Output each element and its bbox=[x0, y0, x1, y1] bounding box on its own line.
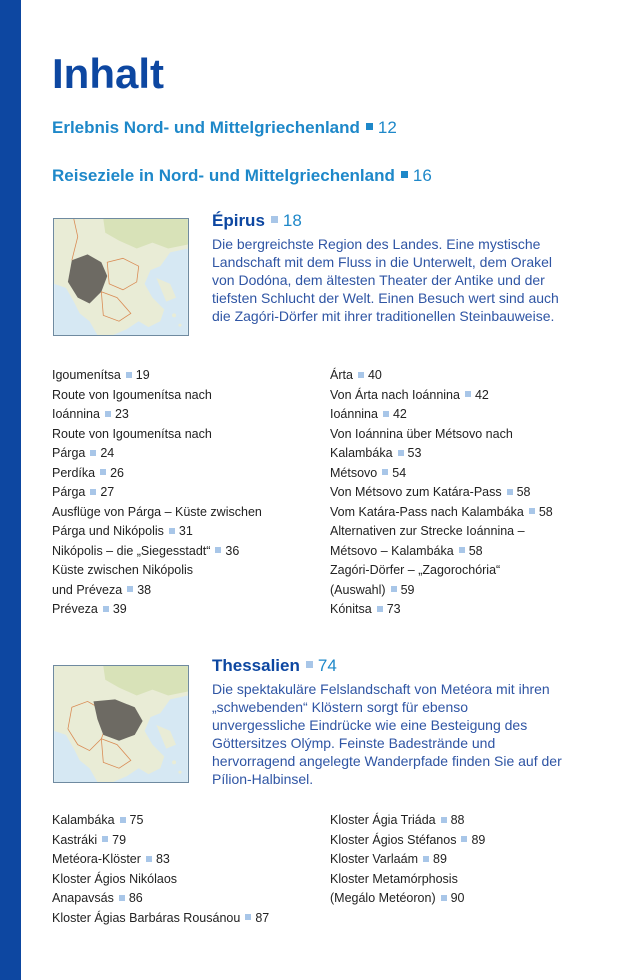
bullet-square-icon bbox=[126, 372, 132, 378]
index-entry[interactable] bbox=[330, 889, 600, 909]
index-entry-label: Párga bbox=[52, 446, 86, 460]
index-entry-label: Kalambáka bbox=[52, 813, 115, 827]
index-entry[interactable] bbox=[330, 542, 600, 562]
bullet-square-icon bbox=[127, 586, 133, 592]
thessalien-entries-right bbox=[330, 811, 600, 909]
bullet-square-icon bbox=[401, 171, 408, 178]
index-entry[interactable] bbox=[52, 386, 322, 406]
index-entry-label: Párga bbox=[52, 485, 86, 499]
index-entry-page: 40 bbox=[367, 368, 382, 382]
region-description-thessalien: Die spektakuläre Felslandschaft von Metéora mit ihren „schwebenden“ Klöstern sorgt für ebenso unvergessliche Eindrücke wie eine Besteigung des Göttersitzes Olýmp. Feinste Badestrände und hervorragend angelegte Wanderpfade finden Sie auf der Pílion-Halbinsel. bbox=[212, 681, 562, 787]
bullet-square-icon bbox=[391, 586, 397, 592]
index-entry[interactable] bbox=[330, 405, 600, 425]
index-entry[interactable] bbox=[52, 850, 322, 870]
index-entry-label: Kastráki bbox=[52, 832, 98, 847]
index-entry-label: Igoumenítsa bbox=[52, 368, 121, 382]
bullet-square-icon bbox=[382, 469, 388, 475]
bullet-square-icon bbox=[459, 547, 465, 553]
index-entry-label: Ausflüge von Párga – Küste zwischen bbox=[52, 504, 262, 519]
index-entry-label: Von Métsovo zum Katára-Pass bbox=[330, 485, 502, 499]
index-entry[interactable] bbox=[330, 600, 600, 620]
index-entry-label: Von Ioánnina über Métsovo nach bbox=[330, 426, 513, 441]
index-entry[interactable] bbox=[52, 366, 322, 386]
index-entry-label: Métsovo bbox=[330, 465, 378, 480]
index-entry[interactable] bbox=[52, 581, 322, 601]
index-entry-page: 39 bbox=[112, 602, 127, 616]
index-entry[interactable] bbox=[330, 561, 600, 581]
index-entry-label: Kloster Ágias Barbáras Rousánou bbox=[52, 910, 241, 925]
index-entry-label: Route von Igoumenítsa nach bbox=[52, 426, 212, 441]
bullet-square-icon bbox=[103, 606, 109, 612]
region-title-epirus[interactable] bbox=[212, 210, 302, 232]
thessalien-map-image bbox=[54, 666, 188, 782]
epirus-entries-right bbox=[330, 366, 600, 620]
bullet-square-icon bbox=[366, 123, 373, 130]
index-entry-label: Ioánnina bbox=[52, 407, 100, 421]
index-entry-label: Vom Katára-Pass nach Kalambáka bbox=[330, 504, 524, 519]
bullet-square-icon bbox=[383, 411, 389, 417]
index-entry[interactable] bbox=[330, 581, 600, 601]
index-entry[interactable] bbox=[52, 831, 322, 851]
index-entry-page: 87 bbox=[255, 910, 270, 925]
index-entry[interactable] bbox=[52, 483, 322, 503]
index-entry[interactable] bbox=[52, 503, 322, 523]
index-entry[interactable] bbox=[330, 386, 600, 406]
index-entry-label: Kalambáka bbox=[330, 446, 393, 460]
index-entry-label: Kloster Varlaám bbox=[330, 852, 418, 866]
index-entry-page: 27 bbox=[100, 485, 115, 499]
index-entry[interactable] bbox=[330, 503, 600, 523]
epirus-locator-map bbox=[53, 218, 189, 336]
index-entry-label: Kloster Ágios Nikólaos bbox=[52, 871, 178, 886]
index-entry-page: 26 bbox=[110, 465, 124, 480]
index-entry-page: 89 bbox=[471, 832, 486, 847]
bullet-square-icon bbox=[507, 489, 513, 495]
chapter-entry-erlebnis[interactable] bbox=[52, 117, 397, 139]
index-entry[interactable] bbox=[52, 561, 322, 581]
bullet-square-icon bbox=[306, 661, 313, 668]
index-entry-page: 58 bbox=[468, 543, 483, 558]
index-entry-page: 42 bbox=[392, 407, 407, 421]
index-entry[interactable] bbox=[330, 483, 600, 503]
index-entry-label: und Préveza bbox=[52, 582, 123, 597]
index-entry[interactable] bbox=[52, 405, 322, 425]
index-entry-label: Metéora-Klöster bbox=[52, 852, 141, 866]
region-description-epirus: Die bergreichste Region des Landes. Eine mystische Landschaft mit dem Fluss in die Unterwelt, dem Orakel von Dodóna, dem ältesten Theater der Antike und der tiefsten Schlucht der Welt. Einen Besuch wert sind auch die Zagóri-Dörfer mit ihrer traditionellen Steinbauweise. bbox=[212, 236, 559, 324]
bullet-square-icon bbox=[100, 469, 106, 475]
chapter-entry-reiseziele[interactable] bbox=[52, 165, 432, 187]
thessalien-entries-left bbox=[52, 811, 322, 928]
index-entry-page: 89 bbox=[433, 852, 447, 866]
index-entry[interactable] bbox=[52, 870, 322, 890]
chapter-label: Reiseziele in Nord- und Mittelgriechenland bbox=[52, 166, 395, 185]
bullet-square-icon bbox=[120, 817, 126, 823]
index-entry[interactable] bbox=[52, 600, 322, 620]
index-entry-page: 31 bbox=[178, 524, 193, 538]
index-entry-label: Nikópolis – die „Siegesstadt“ bbox=[52, 543, 211, 558]
bullet-square-icon bbox=[271, 216, 278, 223]
index-entry-page: 79 bbox=[112, 832, 127, 847]
region-page-number: 18 bbox=[282, 211, 302, 230]
bullet-square-icon bbox=[529, 508, 535, 514]
bullet-square-icon bbox=[90, 450, 96, 456]
index-entry[interactable] bbox=[52, 425, 322, 445]
index-entry-label: (Auswahl) bbox=[330, 582, 386, 597]
index-entry-page: 42 bbox=[474, 387, 489, 402]
index-entry-label: Métsovo – Kalambáka bbox=[330, 543, 454, 558]
region-name: Épirus bbox=[212, 211, 265, 230]
index-entry[interactable] bbox=[52, 811, 322, 831]
index-entry-page: 83 bbox=[155, 852, 170, 866]
bullet-square-icon bbox=[461, 836, 467, 842]
bullet-square-icon bbox=[358, 372, 364, 378]
index-entry-page: 73 bbox=[386, 602, 401, 616]
region-title-thessalien[interactable] bbox=[212, 655, 337, 677]
bullet-square-icon bbox=[398, 450, 404, 456]
index-entry-label: Küste zwischen Nikópolis bbox=[52, 563, 194, 577]
index-entry[interactable] bbox=[330, 444, 600, 464]
index-entry-page: 86 bbox=[128, 891, 143, 905]
chapter-page-number: 12 bbox=[377, 118, 397, 137]
index-entry-page: 19 bbox=[135, 368, 150, 382]
index-entry-label: Perdíka bbox=[52, 465, 96, 480]
epirus-map-image bbox=[54, 219, 188, 335]
index-entry-page: 38 bbox=[137, 582, 152, 597]
index-entry-label: Ioánnina bbox=[330, 407, 378, 421]
index-entry[interactable] bbox=[330, 811, 600, 831]
bullet-square-icon bbox=[245, 914, 251, 920]
thessalien-locator-map bbox=[53, 665, 189, 783]
bullet-square-icon bbox=[441, 895, 447, 901]
index-entry[interactable] bbox=[330, 366, 600, 386]
index-entry-page: 53 bbox=[407, 446, 422, 460]
bullet-square-icon bbox=[105, 411, 111, 417]
index-entry-label: Route von Igoumenítsa nach bbox=[52, 387, 212, 402]
index-entry-label: Alternativen zur Strecke Ioánnina – bbox=[330, 524, 525, 538]
index-entry-page: 75 bbox=[129, 813, 144, 827]
bullet-square-icon bbox=[169, 528, 175, 534]
epirus-entries-left bbox=[52, 366, 322, 620]
index-entry-page: 54 bbox=[392, 465, 407, 480]
index-entry[interactable] bbox=[52, 444, 322, 464]
bullet-square-icon bbox=[465, 391, 471, 397]
index-entry-label: Préveza bbox=[52, 602, 98, 616]
bullet-square-icon bbox=[90, 489, 96, 495]
index-entry-page: 36 bbox=[225, 543, 240, 558]
index-entry-label: Párga und Nikópolis bbox=[52, 524, 164, 538]
index-entry[interactable] bbox=[330, 522, 600, 542]
index-entry-page: 59 bbox=[400, 582, 415, 597]
region-page-number: 74 bbox=[317, 656, 337, 675]
index-entry[interactable] bbox=[330, 850, 600, 870]
bullet-square-icon bbox=[423, 856, 429, 862]
index-entry[interactable] bbox=[330, 464, 600, 484]
chapter-page-number: 16 bbox=[412, 166, 432, 185]
index-entry-page: 24 bbox=[100, 446, 115, 460]
bullet-square-icon bbox=[146, 856, 152, 862]
index-entry-label: Kloster Metamórphosis bbox=[330, 871, 458, 886]
index-entry[interactable] bbox=[330, 425, 600, 445]
index-entry-label: Kloster Ágia Triáda bbox=[330, 813, 436, 827]
index-entry[interactable] bbox=[52, 909, 322, 929]
bullet-square-icon bbox=[102, 836, 108, 842]
index-entry[interactable] bbox=[330, 831, 600, 851]
region-name: Thessalien bbox=[212, 656, 300, 675]
chapter-label: Erlebnis Nord- und Mittelgriechenland bbox=[52, 118, 360, 137]
bullet-square-icon bbox=[377, 606, 383, 612]
index-entry[interactable] bbox=[52, 542, 322, 562]
index-entry-label: Anapavsás bbox=[52, 891, 114, 905]
bullet-square-icon bbox=[441, 817, 447, 823]
index-entry-page: 88 bbox=[450, 813, 465, 827]
index-entry-label: (Megálo Metéoron) bbox=[330, 891, 436, 905]
index-entry-page: 90 bbox=[450, 891, 465, 905]
index-entry[interactable] bbox=[330, 870, 600, 890]
index-entry-label: Zagóri-Dörfer – „Zagorochória“ bbox=[330, 563, 501, 577]
index-entry-page: 58 bbox=[538, 504, 553, 519]
index-entry[interactable] bbox=[52, 889, 322, 909]
index-entry-label: Von Árta nach Ioánnina bbox=[330, 387, 460, 402]
bullet-square-icon bbox=[215, 547, 221, 553]
left-accent-bar bbox=[0, 0, 21, 980]
index-entry-label: Árta bbox=[330, 368, 353, 382]
bullet-square-icon bbox=[119, 895, 125, 901]
page-title: Inhalt bbox=[52, 50, 164, 97]
index-entry[interactable] bbox=[52, 464, 322, 484]
index-entry-page: 23 bbox=[114, 407, 129, 421]
index-entry-label: Kloster Ágios Stéfanos bbox=[330, 832, 457, 847]
index-entry-page: 58 bbox=[516, 485, 531, 499]
index-entry[interactable] bbox=[52, 522, 322, 542]
index-entry-label: Kónitsa bbox=[330, 602, 372, 616]
